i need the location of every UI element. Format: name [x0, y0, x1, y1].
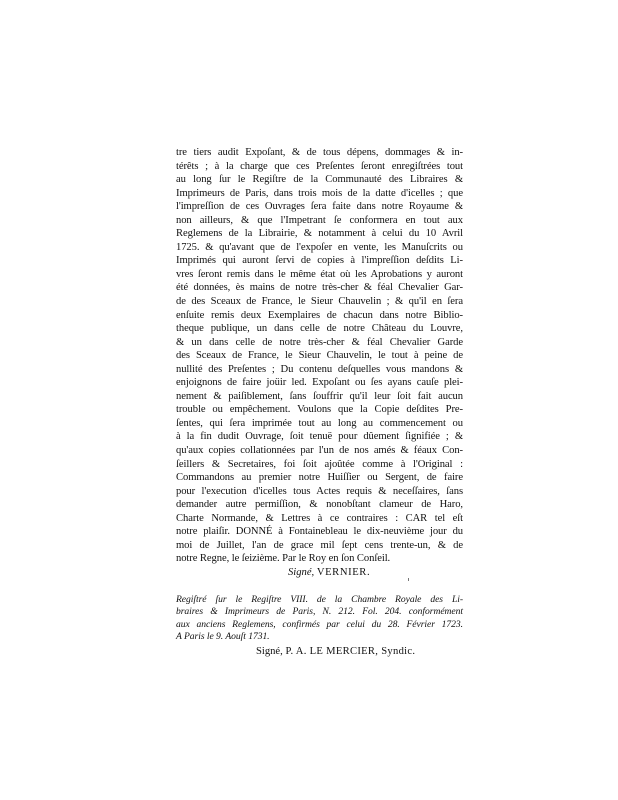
body-line: notre Regne, le ſeizième. Par le Roy en ſon Conſeil.: [176, 553, 391, 565]
body-line: qu'aux copies collationnées par l'un de nos amés & féaux Con-: [176, 445, 463, 457]
final-signature-prefix: Signé,: [256, 645, 283, 657]
body-line: theque publique, un dans celle de notre Château du Louvre,: [176, 323, 463, 335]
body-line: ſeillers & Secretaires, foi ſoit ajoûtée comme à l'Original :: [176, 458, 463, 470]
body-line: de des Sceaux de France, le Sieur Chauvelin ; & qu'il en ſera: [176, 296, 463, 308]
body-line: & un dans celle de notre très-cher & féal Chevalier Garde: [176, 336, 463, 348]
body-line: Imprimés qui auront ſervi de copies à l'impreſſion deſdits Li-: [176, 255, 463, 267]
privilege-text-block: [176, 146, 463, 659]
body-line: Commandons au premier notre Huiſſier ou Sergent, de faire: [176, 472, 463, 484]
royal-signature: [288, 566, 463, 580]
body-line: enjoignons de faire joüir led. Expoſant ou ſes ayans cauſe plei-: [176, 377, 463, 389]
body-line: trouble ou empêchement. Voulons que la Copie deſdites Pre-: [176, 404, 463, 416]
registry-line: A Paris le 9. Aouſt 1731.: [176, 631, 270, 643]
body-line: ſentes, qui ſera imprimée tout au long au commencement ou: [176, 417, 463, 429]
body-line: térêts ; à la charge que ces Preſentes ſeront enregiſtrées tout: [176, 160, 463, 172]
signature-name: VERNIER.: [316, 566, 371, 578]
body-line: pour l'execution d'icelles tous Actes requis & neceſſaires, ſans: [176, 485, 463, 497]
registry-line: aux anciens Reglemens, confirmés par celui du 28. Février 1723.: [176, 618, 463, 630]
body-line: enſuite remis deux Exemplaires de chacun dans notre Biblio-: [176, 309, 463, 321]
privilege-body: [176, 146, 463, 566]
body-line: demander autre permiſſion, & nonobſtant clameur de Haro,: [176, 499, 463, 511]
body-line: à la fin dudit Ouvrage, ſoit tenuë pour dûement ſignifiée ; &: [176, 431, 463, 443]
scan-speck: [408, 578, 409, 581]
body-line: nement & paiſiblement, ſans ſouffrir qu'il leur ſoit fait aucun: [176, 390, 463, 402]
registry-note: [176, 594, 463, 644]
body-line: Imprimeurs de Paris, dans trois mois de la datte d'icelles ; que: [176, 187, 463, 199]
body-line: été données, ès mains de notre très-cher & féal Chevalier Gar-: [176, 282, 463, 294]
body-line: Reglemens de la Librairie, & notamment à celui du 10 Avril: [176, 228, 463, 240]
body-line: notre plaiſir. DONNÉ à Fontainebleau le dix-neuvième jour du: [176, 526, 463, 538]
registry-line: braires & Imprimeurs de Paris, N. 212. Fol. 204. conformément: [176, 606, 463, 618]
signature-prefix: Signé,: [288, 566, 315, 578]
body-line: nullité des Preſentes ; Du contenu deſquelles vous mandons &: [176, 363, 463, 375]
body-line: 1725. & qu'avant que de l'expoſer en vente, les Manuſcrits ou: [176, 241, 463, 253]
body-line: non ailleurs, & que l'Impetrant ſe conformera en tout aux: [176, 214, 463, 226]
body-line: tre tiers audit Expoſant, & de tous dépens, dommages & in-: [176, 147, 463, 158]
body-line: au long ſur le Regiſtre de la Communauté des Libraires &: [176, 174, 463, 186]
body-line: l'impreſſion de ces Ouvrages ſera faite dans notre Royaume &: [176, 201, 463, 213]
final-signature-name: P. A. LE MERCIER, Syndic.: [285, 645, 416, 657]
body-line: moi de Juillet, l'an de grace mil ſept cens trente-un, & de: [176, 539, 463, 551]
registry-line: Regiſtré ſur le Regiſtre VIII. de la Chambre Royale des Li-: [176, 593, 463, 605]
syndic-signature: [256, 645, 463, 659]
body-line: Charte Normande, & Lettres à ce contraires : CAR tel eſt: [176, 512, 463, 524]
body-line: des Sceaux de France, le Sieur Chauvelin, le tout à peine de: [176, 350, 463, 362]
body-line: vres ſeront remis dans le même état où les Aprobations y auront: [176, 268, 463, 280]
